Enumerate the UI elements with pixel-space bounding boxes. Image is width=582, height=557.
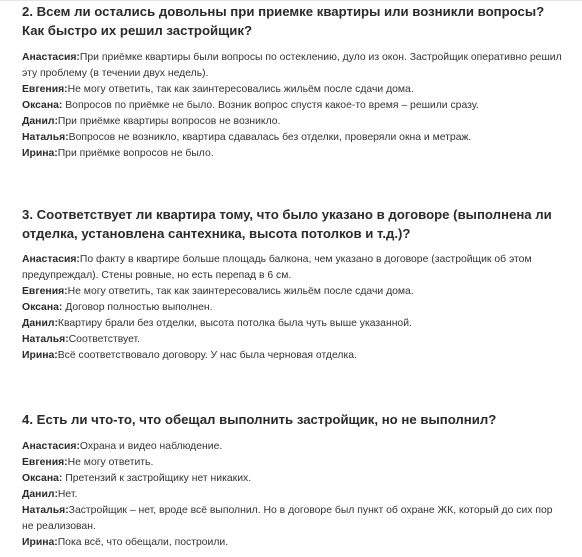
question-section-4	[22, 410, 562, 551]
speaker-name: Наталья:	[22, 334, 69, 345]
answer-text: При приёмке вопросов не было.	[57, 148, 214, 159]
answer-item	[22, 252, 562, 284]
answers-list	[22, 252, 562, 364]
answer-text: Вопросов по приёмке не было. Возник вопрос спустя какое-то время – решили сразу.	[62, 100, 479, 111]
answer-item	[22, 348, 562, 364]
answer-text: Нет.	[57, 489, 78, 500]
answer-item	[22, 455, 562, 471]
speaker-name: Анастасия:	[22, 52, 80, 63]
speaker-name: Наталья:	[22, 505, 69, 516]
answer-text: Не могу ответить.	[67, 457, 154, 468]
answer-text: Всё соответствовало договору. У нас была черновая отделка.	[57, 350, 357, 361]
answer-item	[22, 82, 562, 98]
answers-list	[22, 439, 562, 551]
question-section-2	[22, 2, 562, 162]
speaker-name: Наталья:	[22, 132, 69, 143]
speaker-name: Оксана:	[22, 100, 63, 111]
answer-text: Охрана и видео наблюдение.	[79, 441, 223, 452]
answer-item	[22, 332, 562, 348]
answer-text: При приёмке квартиры вопросов не возникло.	[57, 116, 281, 127]
answer-text: Претензий к застройщику нет никаких.	[62, 473, 252, 484]
answer-item	[22, 535, 562, 551]
answer-item	[22, 300, 562, 316]
speaker-name: Евгения:	[22, 286, 68, 297]
speaker-name: Ирина:	[22, 350, 58, 361]
answer-item	[22, 471, 562, 487]
answer-text: Пока всё, что обещали, построили.	[57, 537, 229, 548]
answer-item	[22, 98, 562, 114]
answer-item	[22, 284, 562, 300]
speaker-name: Евгения:	[22, 84, 68, 95]
speaker-name: Ирина:	[22, 537, 58, 548]
top-divider	[0, 0, 582, 1]
speaker-name: Оксана:	[22, 473, 63, 484]
answer-text: Не могу ответить, так как заинтересовались жильём после сдачи дома.	[67, 84, 414, 95]
answer-text: При приёмке квартиры были вопросы по остеклению, дуло из окон. Застройщик оперативно решил эту проблему (в течении двух недель).	[22, 52, 562, 79]
speaker-name: Данил:	[22, 116, 58, 127]
question-heading: 3. Соответствует ли квартира тому, что было указано в договоре (выполнена ли отделка, установлена сантехника, высота потолков и т.д.)?	[22, 207, 552, 241]
speaker-name: Данил:	[22, 318, 58, 329]
answer-item	[22, 316, 562, 332]
answer-item	[22, 114, 562, 130]
answer-item	[22, 503, 562, 535]
speaker-name: Анастасия:	[22, 254, 80, 265]
answer-text: Вопросов не возникло, квартира сдавалась без отделки, проверяли окна и метраж.	[68, 132, 472, 143]
speaker-name: Анастасия:	[22, 441, 80, 452]
speaker-name: Евгения:	[22, 457, 68, 468]
question-heading: 4. Есть ли что-то, что обещал выполнить застройщик, но не выполнил?	[22, 412, 497, 427]
answers-list	[22, 50, 562, 162]
speaker-name: Оксана:	[22, 302, 63, 313]
answer-item	[22, 146, 562, 162]
answer-text: Договор полностью выполнен.	[62, 302, 213, 313]
speaker-name: Данил:	[22, 489, 58, 500]
answer-item	[22, 130, 562, 146]
answer-item	[22, 439, 562, 455]
answer-item	[22, 487, 562, 503]
question-heading: 2. Всем ли остались довольны при приемке квартиры или возникли вопросы? Как быстро их решил застройщик?	[22, 4, 545, 38]
answer-text: По факту в квартире больше площадь балкона, чем указано в договоре (застройщик об этом предупреждал). Стены ровные, но есть перепад в 6 см.	[22, 254, 532, 281]
speaker-name: Ирина:	[22, 148, 58, 159]
answer-text: Застройщик – нет, вроде всё выполнил. Но в договоре был пункт об охране ЖК, который до сих пор не реализован.	[22, 505, 553, 532]
answer-text: Не могу ответить, так как заинтересовались жильём после сдачи дома.	[67, 286, 414, 297]
question-section-3	[22, 205, 562, 364]
answer-text: Квартиру брали без отделки, высота потолка была чуть выше указанной.	[57, 318, 412, 329]
answer-item	[22, 50, 562, 82]
answer-text: Соответствует.	[68, 334, 140, 345]
